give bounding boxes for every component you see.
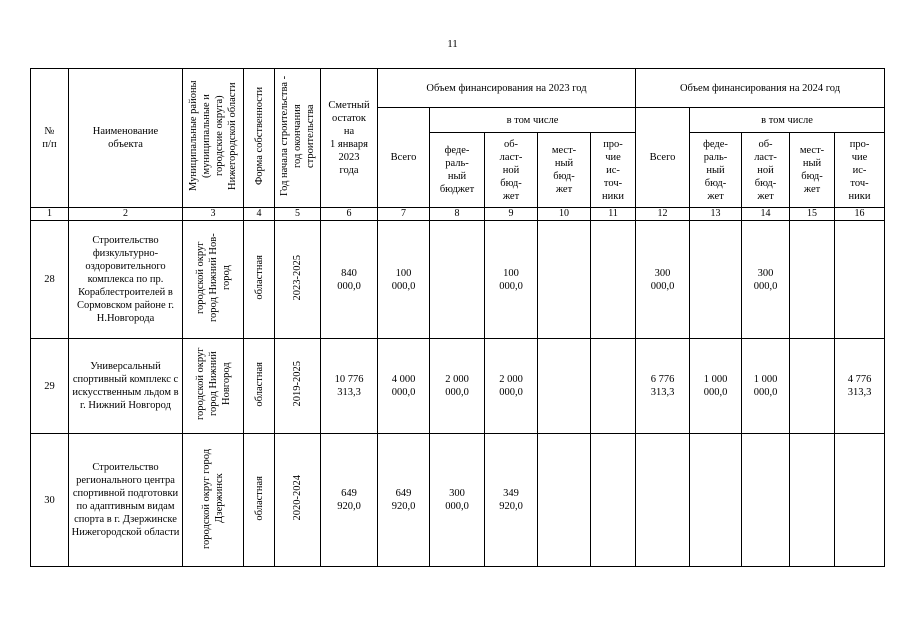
- column-number: 2: [69, 208, 183, 221]
- years: 2023-2025: [292, 254, 303, 301]
- other-2024: [835, 221, 885, 339]
- table-row: [31, 339, 885, 434]
- local-2023: [538, 434, 591, 567]
- federal-2024: [690, 434, 742, 567]
- other-2023: [591, 339, 636, 434]
- federal-2023: [430, 221, 485, 339]
- object-name: Универсальный спортивный комплекс с искусственным льдом в г. Нижний Новгород: [69, 339, 183, 434]
- column-number: 13: [690, 208, 742, 221]
- column-number: 9: [485, 208, 538, 221]
- header-district: Муниципальные районы (муниципальные и городские округа) Нижегородской области: [188, 80, 238, 192]
- total-2024: [636, 434, 690, 567]
- column-number: 10: [538, 208, 591, 221]
- total-2023: 4 000 000,0: [378, 339, 430, 434]
- page-number: 11: [447, 38, 458, 50]
- district-cell: [183, 434, 244, 567]
- local-2023: [538, 339, 591, 434]
- column-number: 8: [430, 208, 485, 221]
- header-district-cell: [183, 69, 244, 208]
- header-no: № п/п: [31, 69, 69, 208]
- table-row: [31, 434, 885, 567]
- years-cell: [275, 339, 321, 434]
- regional-2024: [742, 434, 790, 567]
- header-years: Год начала строительства - год окончания строительства: [279, 75, 316, 197]
- years: 2020-2024: [292, 475, 303, 521]
- column-number: 1: [31, 208, 69, 221]
- header-row-1: [31, 69, 885, 108]
- table-row: [31, 221, 885, 339]
- column-number: 3: [183, 208, 244, 221]
- regional-2024: 1 000 000,0: [742, 339, 790, 434]
- total-2024: 300 000,0: [636, 221, 690, 339]
- ownership-cell: [244, 339, 275, 434]
- ownership: областная: [253, 361, 265, 407]
- local-2023: [538, 221, 591, 339]
- header-regional-2024: об- ласт- ной бюд- жет: [742, 133, 790, 208]
- column-number: 12: [636, 208, 690, 221]
- other-2023: [591, 434, 636, 567]
- district-cell: [183, 221, 244, 339]
- local-2024: [790, 221, 835, 339]
- column-number: 14: [742, 208, 790, 221]
- column-number: 6: [321, 208, 378, 221]
- local-2024: [790, 434, 835, 567]
- header-total-2023: Всего: [378, 108, 430, 208]
- ownership: областная: [253, 255, 265, 300]
- row-number: 29: [31, 339, 69, 434]
- object-name: Строительство физкультурно-оздоровительного комплекса по пр. Кораблестроителей в Сормовском районе г. Н.Новгорода: [69, 221, 183, 339]
- years: 2019-2025: [292, 361, 303, 407]
- header-local-2024: мест- ный бюд- жет: [790, 133, 835, 208]
- column-number: 11: [591, 208, 636, 221]
- column-number: 16: [835, 208, 885, 221]
- header-years-cell: [275, 69, 321, 208]
- regional-2023: 349 920,0: [485, 434, 538, 567]
- federal-2023: 300 000,0: [430, 434, 485, 567]
- regional-2023: 2 000 000,0: [485, 339, 538, 434]
- district: городской округ город Дзержинск: [201, 447, 225, 549]
- column-number: 4: [244, 208, 275, 221]
- federal-2023: 2 000 000,0: [430, 339, 485, 434]
- federal-2024: [690, 221, 742, 339]
- header-balance: Сметный остаток на 1 января 2023 года: [321, 69, 378, 208]
- other-2024: 4 776 313,3: [835, 339, 885, 434]
- balance: 840 000,0: [321, 221, 378, 339]
- header-other-2024: про- чие ис- точ- ники: [835, 133, 885, 208]
- local-2024: [790, 339, 835, 434]
- row-number: 28: [31, 221, 69, 339]
- header-federal-2023: феде- раль- ный бюджет: [430, 133, 485, 208]
- header-local-2023: мест- ный бюд- жет: [538, 133, 591, 208]
- financing-table: [30, 68, 885, 567]
- column-number: 15: [790, 208, 835, 221]
- total-2023: 649 920,0: [378, 434, 430, 567]
- other-2024: [835, 434, 885, 567]
- header-federal-2024: феде- раль- ный бюд- жет: [690, 133, 742, 208]
- other-2023: [591, 221, 636, 339]
- balance: 649 920,0: [321, 434, 378, 567]
- header-fin-2023: Объем финансирования на 2023 год: [378, 69, 636, 108]
- years-cell: [275, 434, 321, 567]
- header-total-2024: Всего: [636, 108, 690, 208]
- column-number-row: [31, 208, 885, 221]
- district: городской округ город Нижний Нов- город: [194, 233, 232, 322]
- header-other-2023: про- чие ис- точ- ники: [591, 133, 636, 208]
- row-number: 30: [31, 434, 69, 567]
- regional-2024: 300 000,0: [742, 221, 790, 339]
- total-2023: 100 000,0: [378, 221, 430, 339]
- column-number: 5: [275, 208, 321, 221]
- object-name: Строительство регионального центра спортивной подготовки по адаптивным видам спорта в г. Дзержинске Нижегородской области: [69, 434, 183, 567]
- balance: 10 776 313,3: [321, 339, 378, 434]
- district-cell: [183, 339, 244, 434]
- header-ownership-cell: [244, 69, 275, 208]
- header-ownership: Форма собственности: [253, 86, 265, 186]
- header-fin-2024: Объем финансирования на 2024 год: [636, 69, 885, 108]
- header-name: Наименование объекта: [69, 69, 183, 208]
- total-2024: 6 776 313,3: [636, 339, 690, 434]
- header-incl-2024: в том числе: [690, 108, 885, 133]
- header-incl-2023: в том числе: [430, 108, 636, 133]
- ownership-cell: [244, 434, 275, 567]
- federal-2024: 1 000 000,0: [690, 339, 742, 434]
- header-regional-2023: об- ласт- ной бюд- жет: [485, 133, 538, 208]
- regional-2023: 100 000,0: [485, 221, 538, 339]
- district: городской округ город Нижний Новгород: [194, 347, 232, 421]
- years-cell: [275, 221, 321, 339]
- ownership-cell: [244, 221, 275, 339]
- column-number: 7: [378, 208, 430, 221]
- ownership: областная: [253, 475, 265, 521]
